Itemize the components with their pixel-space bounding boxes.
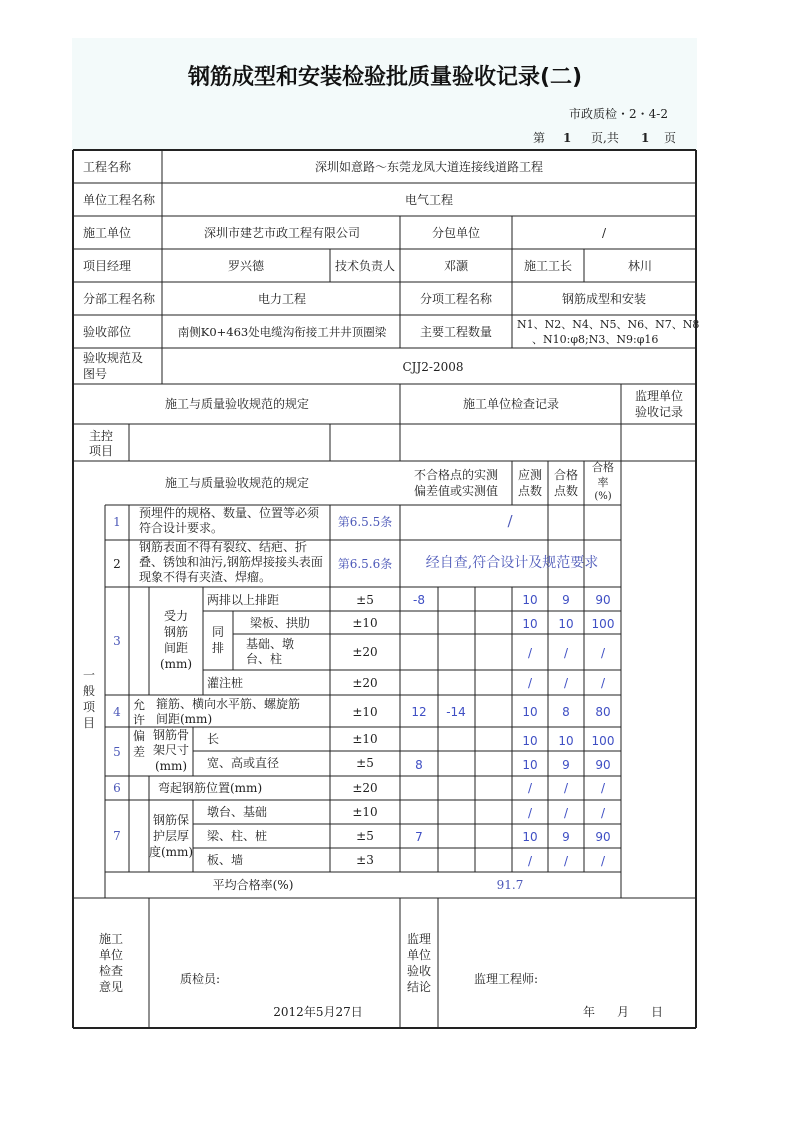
stirrup-dev-1: 12	[411, 705, 427, 719]
stress-label-1: 受力	[163, 609, 189, 623]
allow-label-1: 允	[132, 698, 146, 712]
item-number-6: 6	[113, 781, 121, 795]
pier-pass: /	[563, 806, 569, 820]
width-tolerance: ±5	[356, 756, 374, 770]
spec-rules-header: 施工与质量验收规范的规定	[164, 397, 310, 411]
pier-rate: /	[600, 806, 606, 820]
row-two-tolerance: ±5	[356, 593, 374, 607]
width-label: 宽、高或直径	[207, 756, 280, 770]
page-prefix: 第	[533, 131, 546, 145]
contractor-record-header: 施工单位检查记录	[462, 397, 560, 411]
rate-header-1: 合格	[592, 461, 614, 474]
page-suffix: 页	[664, 131, 677, 145]
column-label: 梁、柱、桩	[207, 829, 268, 843]
stirrup-should: 10	[522, 705, 538, 719]
item-number-1: 1	[113, 515, 121, 529]
allow-label-2: 许	[132, 713, 146, 727]
average-rate-value: 91.7	[496, 878, 524, 892]
beam-rate: 100	[591, 617, 615, 631]
pile-pass: /	[563, 676, 569, 690]
item-1-clause: 第6.5.5条	[337, 515, 393, 529]
width-rate: 90	[595, 758, 611, 772]
inspection-date: 2012年5月27日	[273, 1005, 363, 1019]
allow-label-4: 差	[132, 745, 146, 759]
date-month-label: 月	[617, 1005, 630, 1019]
cover-label-1: 钢筋保	[152, 813, 190, 827]
row-two-rate: 90	[595, 593, 611, 607]
item-2-text: 钢筋表面不得有裂纹、结疤、折叠、锈蚀和油污,钢筋焊接接头表面现象不得有夹渣、焊瘤。	[139, 540, 323, 584]
rate-header-2: 率	[597, 476, 609, 489]
subcontractor: /	[601, 226, 607, 240]
contractor-label: 施工单位	[83, 226, 132, 240]
contractor: 深圳市建艺市政工程有限公司	[203, 226, 361, 240]
page-mid: 页,共	[591, 131, 619, 145]
subcontractor-label: 分包单位	[431, 226, 481, 240]
general-label-3: 项	[82, 700, 96, 714]
beam-should: 10	[522, 617, 538, 631]
stress-label-3: 间距	[163, 641, 189, 655]
pm: 罗兴德	[227, 259, 265, 273]
deviation-header-2: 偏差值或实测值	[413, 484, 499, 498]
bend-rate: /	[600, 781, 606, 795]
date-day-label: 日	[651, 1005, 664, 1019]
supervisor-conclusion-4: 结论	[406, 980, 432, 994]
column-tolerance: ±5	[356, 829, 374, 843]
stirrup-rate: 80	[595, 705, 611, 719]
unit-project: 电气工程	[404, 193, 454, 207]
pm-label: 项目经理	[83, 259, 132, 273]
stress-label-2: 钢筋	[163, 625, 189, 639]
bend-should: /	[527, 781, 533, 795]
item-number-3: 3	[113, 634, 121, 648]
row-two-label: 两排以上排距	[207, 593, 280, 607]
cover-label-3: 度(mm)	[148, 845, 194, 859]
cover-label-2: 护层厚	[152, 829, 190, 843]
length-rate: 100	[591, 734, 615, 748]
stirrup-dev-2: -14	[446, 705, 466, 719]
row-two-should: 10	[522, 593, 538, 607]
division-label: 分部工程名称	[83, 292, 156, 306]
spec-rules-header-2: 施工与质量验收规范的规定	[164, 476, 310, 490]
supervisor-record-header-2: 验收记录	[634, 405, 684, 419]
column-dev-1: 7	[415, 830, 423, 844]
general-label-1: 一	[82, 668, 96, 682]
deviation-header-1: 不合格点的实测	[413, 468, 499, 482]
project-name-label: 工程名称	[83, 160, 132, 174]
bend-pass: /	[563, 781, 569, 795]
general-label-4: 目	[82, 716, 96, 730]
wall-tolerance: ±3	[356, 853, 374, 867]
base-label-1: 基础、墩	[246, 637, 295, 651]
quantity-line2: 、N10:φ8;N3、N9:φ16	[532, 333, 659, 346]
wall-label: 板、墙	[207, 853, 244, 867]
general-label-2: 般	[82, 684, 96, 698]
division: 电力工程	[257, 292, 307, 306]
tech: 邓灏	[443, 259, 469, 273]
supervisor-conclusion-1: 监理	[406, 932, 432, 946]
contractor-opinion-2: 单位	[98, 948, 124, 962]
beam-label: 梁板、拱肋	[250, 616, 311, 630]
quantity-line1: N1、N2、N4、N5、N6、N7、N8	[517, 318, 700, 331]
row-two-pass: 9	[562, 593, 570, 607]
column-pass: 9	[562, 830, 570, 844]
average-rate-label: 平均合格率(%)	[212, 878, 294, 892]
location-label: 验收部位	[83, 325, 132, 339]
pile-rate: /	[600, 676, 606, 690]
wall-should: /	[527, 854, 533, 868]
row-two-dev-1: -8	[413, 593, 425, 607]
base-should: /	[527, 646, 533, 660]
main-control-label-1: 主控	[89, 429, 114, 443]
date-year-label: 年	[583, 1005, 596, 1019]
bend-tolerance: ±20	[352, 781, 378, 795]
frame-label-3: (mm)	[154, 759, 188, 773]
pier-label: 墩台、基础	[207, 805, 268, 819]
item-number-4: 4	[113, 705, 121, 719]
length-should: 10	[522, 734, 538, 748]
item-number-5: 5	[113, 745, 121, 759]
pass-header-1: 合格	[553, 468, 579, 482]
width-pass: 9	[562, 758, 570, 772]
item-2-clause: 第6.5.6条	[337, 557, 393, 571]
stirrup-tolerance: ±10	[352, 705, 378, 719]
should-header-1: 应测	[517, 468, 543, 482]
subitem: 钢筋成型和安装	[561, 292, 647, 306]
page-total: 1	[641, 131, 650, 145]
length-pass: 10	[558, 734, 574, 748]
item-1-result: /	[507, 512, 513, 530]
contractor-opinion-1: 施工	[98, 932, 124, 946]
tech-label: 技术负责人	[334, 259, 396, 273]
pass-header-2: 点数	[553, 484, 579, 498]
doc-code: 市政质检・2・4-2	[569, 107, 668, 121]
wall-pass: /	[563, 854, 569, 868]
same-label-1: 同	[211, 625, 225, 639]
allow-label-3: 偏	[132, 729, 146, 743]
spec-label-1: 验收规范及	[83, 351, 144, 365]
base-pass: /	[563, 646, 569, 660]
length-label: 长	[207, 732, 220, 746]
item-1-text: 预埋件的规格、数量、位置等必须符合设计要求。	[139, 506, 320, 535]
contractor-opinion-3: 检查	[98, 964, 124, 978]
main-control-label-2: 项目	[89, 444, 114, 458]
page-title: 钢筋成型和安装检验批质量验收记录(二)	[187, 65, 583, 90]
project-name: 深圳如意路～东莞龙凤大道连接线道路工程	[314, 160, 544, 174]
supervisor-conclusion-2: 单位	[406, 948, 432, 962]
frame-label-1: 钢筋骨	[152, 728, 190, 742]
wall-rate: /	[600, 854, 606, 868]
should-header-2: 点数	[517, 484, 543, 498]
location: 南侧K0+463处电缆沟衔接工井井顶圈梁	[177, 325, 387, 339]
rate-header-3: (%)	[594, 491, 612, 502]
spec-value: CJJ2-2008	[402, 360, 464, 374]
pier-should: /	[527, 806, 533, 820]
engineer-label: 监理工程师:	[474, 972, 539, 986]
frame-label-2: 架尺寸	[152, 743, 190, 757]
width-should: 10	[522, 758, 538, 772]
pile-tolerance: ±20	[352, 676, 378, 690]
item-number-2: 2	[113, 557, 121, 571]
item-number-7: 7	[113, 829, 121, 843]
spec-label-2: 图号	[83, 367, 108, 381]
base-tolerance: ±20	[352, 645, 378, 659]
base-label-2: 台、柱	[246, 652, 283, 666]
page-current: 1	[563, 131, 572, 145]
bend-label: 弯起钢筋位置(mm)	[158, 781, 263, 795]
subitem-label: 分项工程名称	[419, 292, 493, 306]
base-rate: /	[600, 646, 606, 660]
width-dev-1: 8	[415, 758, 423, 772]
foreman: 林川	[627, 259, 653, 273]
inspector-label: 质检员:	[180, 972, 221, 986]
supervisor-conclusion-3: 验收	[406, 964, 432, 978]
pier-tolerance: ±10	[352, 805, 378, 819]
beam-pass: 10	[558, 617, 574, 631]
supervisor-record-header-1: 监理单位	[634, 389, 684, 403]
unit-project-label: 单位工程名称	[83, 193, 156, 207]
beam-tolerance: ±10	[352, 616, 378, 630]
pile-should: /	[527, 676, 533, 690]
length-tolerance: ±10	[352, 732, 378, 746]
same-label-2: 排	[211, 641, 225, 655]
pile-label: 灌注桩	[207, 676, 244, 690]
foreman-label: 施工工长	[523, 259, 573, 273]
column-should: 10	[522, 830, 538, 844]
column-rate: 90	[595, 830, 611, 844]
quantity-label: 主要工程数量	[419, 325, 493, 339]
stirrup-label-1: 箍筋、横向水平筋、螺旋筋	[156, 697, 301, 711]
item-2-result: 经自查,符合设计及规范要求	[425, 555, 599, 571]
stirrup-pass: 8	[562, 705, 570, 719]
contractor-opinion-4: 意见	[98, 980, 124, 994]
stress-label-4: (mm)	[159, 657, 193, 671]
stirrup-label-2: 间距(mm)	[156, 712, 213, 726]
